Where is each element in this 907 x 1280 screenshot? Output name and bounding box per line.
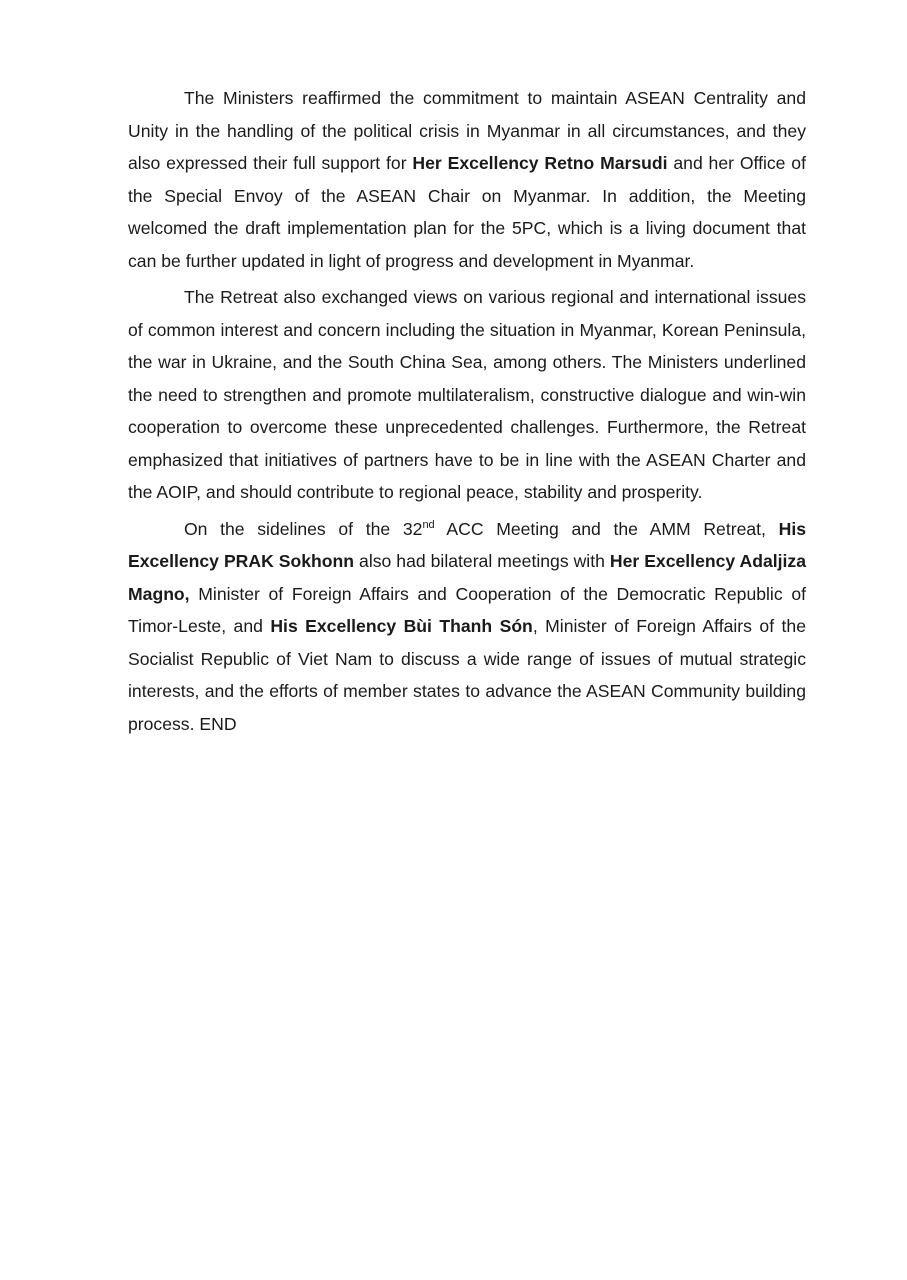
paragraph-2 <box>128 281 806 509</box>
paragraph-1-bold-name: Her Excellency Retno Marsudi <box>412 153 668 173</box>
paragraph-3-text-d: also had bilateral meetings with <box>354 551 610 571</box>
paragraph-1 <box>128 82 806 277</box>
paragraph-3-text-f: Minister of Foreign Affairs and Cooperation of the Democratic Republic of Timor-Leste, and <box>128 583 806 636</box>
paragraph-3-text-b: ACC Meeting and the AMM Retreat, <box>434 518 779 539</box>
paragraph-3-text-h: , Minister of Foreign Affairs of the Socialist Republic of Viet Nam to discuss a wide range of issues of mutual strategic interests, and the efforts of member states to advance the ASEAN Community building process. END <box>128 616 806 734</box>
paragraph-3-text-a: On the sidelines of the 32 <box>184 518 423 539</box>
paragraph-2-text: The Retreat also exchanged views on various regional and international issues of common interest and concern including the situation in Myanmar, Korean Peninsula, the war in Ukraine, and the South China Sea, among others. The Ministers underlined the need to strengthen and promote multilateralism, constructive dialogue and win-win cooperation to overcome these unprecedented challenges. Furthermore, the Retreat emphasized that initiatives of partners have to be in line with the ASEAN Charter and the AOIP, and should contribute to regional peace, stability and prosperity. <box>128 287 806 502</box>
paragraph-3-ordinal-superscript: nd <box>422 518 435 531</box>
paragraph-3-bold-name-3: His Excellency Bùi Thanh Són <box>270 616 533 636</box>
paragraph-1-text-c: and her Office of the Special Envoy of the ASEAN Chair on Myanmar. In addition, the Meeting welcomed the draft implementation plan for the 5PC, which is a living document that can be further updated in light of progress and development in Myanmar. <box>128 153 806 271</box>
paragraph-3 <box>128 513 806 741</box>
paragraph-1-text-a: The Ministers reaffirmed the commitment to maintain ASEAN Centrality and Unity in the handling of the political crisis in Myanmar in all circumstances, and they also expressed their full support for <box>128 88 806 173</box>
paragraph-3-bold-name-1: His Excellency PRAK Sokhonn <box>128 518 806 571</box>
paragraph-3-bold-name-2: Her Excellency Adaljiza Magno, <box>128 551 806 604</box>
document-page <box>128 82 806 744</box>
